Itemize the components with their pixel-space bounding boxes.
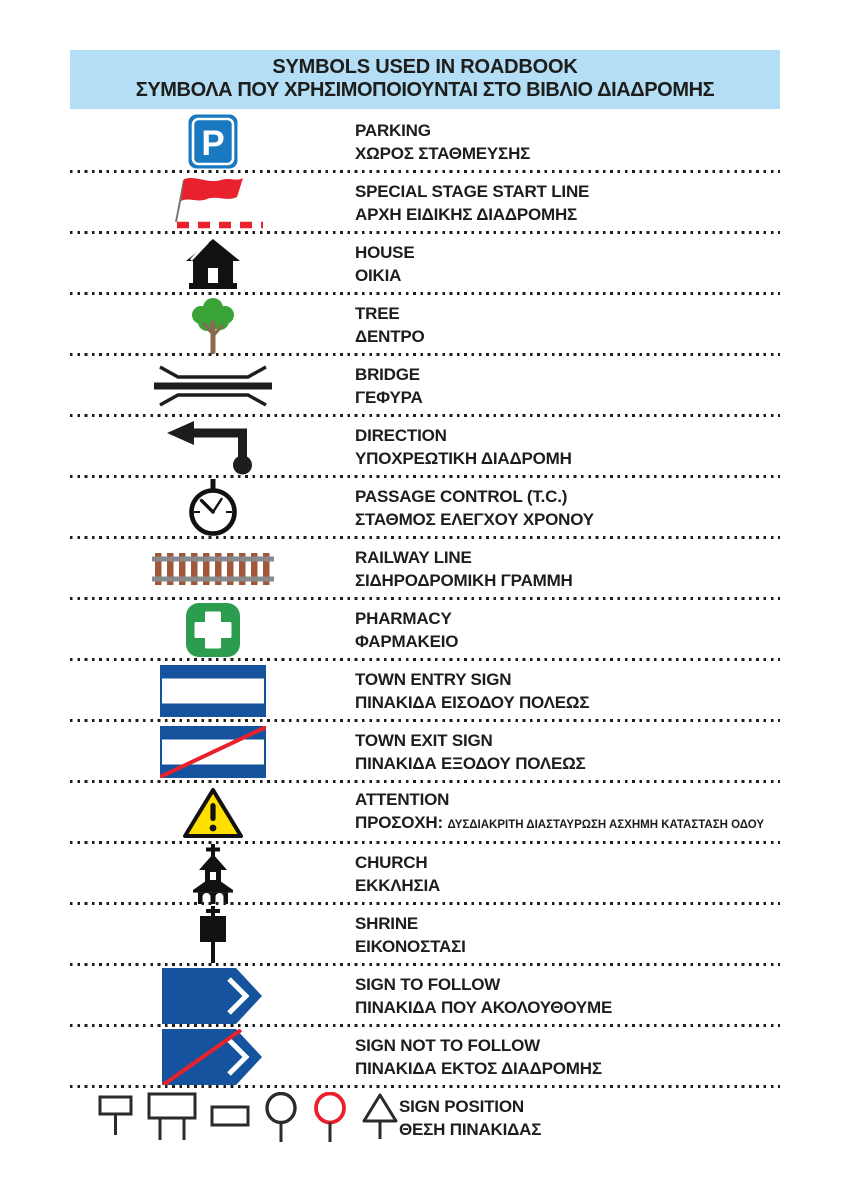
label-en: ATTENTION bbox=[355, 790, 450, 809]
icon-cell bbox=[70, 844, 355, 904]
town-exit-sign-icon bbox=[160, 726, 266, 778]
label-el: ΧΩΡΟΣ ΣΤΑΘΜΕΥΣΗΣ bbox=[355, 143, 531, 163]
legend-header bbox=[70, 50, 780, 109]
icon-cell bbox=[70, 906, 355, 964]
legend-row-sign-position bbox=[70, 1087, 780, 1148]
icon-cell bbox=[70, 114, 355, 169]
label-en: CHURCH bbox=[355, 852, 428, 872]
label-en: PHARMACY bbox=[355, 608, 452, 628]
town-entry-sign-icon bbox=[160, 665, 266, 717]
label-el: ΠΙΝΑΚΙΔΑ ΕΚΤΟΣ ΔΙΑΔΡΟΜΗΣ bbox=[355, 1058, 602, 1078]
red-round-sign-icon bbox=[312, 1092, 348, 1144]
railway-icon bbox=[152, 551, 274, 587]
legend-row-shrine bbox=[70, 904, 780, 965]
label-el: ΣΙΔΗΡΟΔΡΟΜΙΚΗ ΓΡΑΜΜΗ bbox=[355, 570, 573, 590]
legend-row-pharmacy bbox=[70, 599, 780, 660]
attention-greek-label: ΠΡΟΣΟΧΗ: bbox=[355, 813, 443, 832]
attention-greek-note: ΔΥΣΔΙΑΚΡΙΤΗ ΔΙΑΣΤΑΥΡΩΣΗ ΑΣΧΗΜΗ ΚΑΤΑΣΤΑΣΗ ΟΔΟΥ bbox=[447, 819, 765, 831]
house-icon bbox=[184, 238, 242, 290]
icon-cell bbox=[70, 726, 355, 778]
icon-cell bbox=[70, 551, 355, 587]
icon-cell bbox=[70, 479, 355, 537]
label-el: ΠΙΝΑΚΙΔΑ ΕΞΟΔΟΥ ΠΟΛΕΩΣ bbox=[355, 753, 586, 773]
label-en: SPECIAL STAGE START LINE bbox=[355, 181, 590, 201]
text-cell bbox=[355, 1034, 780, 1080]
label-en: SIGN NOT TO FOLLOW bbox=[355, 1035, 540, 1055]
icon-cell bbox=[70, 364, 355, 408]
label-en: SHRINE bbox=[355, 913, 419, 933]
tree-icon bbox=[190, 296, 236, 354]
header-title-el: ΣΥΜΒΟΛΑ ΠΟΥ ΧΡΗΣΙΜΟΠΟΙΟΥΝΤΑΙ ΣΤΟ ΒΙΒΛΙΟ ΔΙΑΔΡΟΜΗΣ bbox=[135, 79, 715, 101]
legend-row-start-line bbox=[70, 172, 780, 233]
text-cell bbox=[355, 546, 780, 592]
sign-on-two-posts-icon bbox=[147, 1092, 197, 1142]
label-en: BRIDGE bbox=[355, 364, 420, 384]
text-cell bbox=[355, 788, 780, 837]
text-cell bbox=[355, 973, 780, 1019]
label-en: PARKING bbox=[355, 120, 431, 140]
round-sign-icon bbox=[263, 1092, 299, 1144]
label-en: TOWN ENTRY SIGN bbox=[355, 669, 512, 689]
label-en: TREE bbox=[355, 303, 400, 323]
legend-row-sign-not-to-follow bbox=[70, 1026, 780, 1087]
sign-position-icons bbox=[70, 1092, 399, 1144]
label-el: ΦΑΡΜΑΚΕΙΟ bbox=[355, 631, 459, 651]
label-el: ΔΕΝΤΡΟ bbox=[355, 326, 425, 346]
legend-row-tree bbox=[70, 294, 780, 355]
legend-row-town-exit bbox=[70, 721, 780, 782]
label-en: DIRECTION bbox=[355, 425, 447, 445]
label-el: ΑΡΧΗ ΕΙΔΙΚΗΣ ΔΙΑΔΡΟΜΗΣ bbox=[355, 204, 578, 224]
icon-cell bbox=[70, 1029, 355, 1085]
icon-cell bbox=[70, 785, 355, 841]
label-el: ΠΙΝΑΚΙΔΑ ΠΟΥ ΑΚΟΛΟΥΘΟΥΜΕ bbox=[355, 997, 613, 1017]
text-cell bbox=[355, 180, 780, 226]
shrine-icon bbox=[196, 906, 230, 964]
triangle-sign-icon bbox=[361, 1092, 399, 1142]
label-el: ΓΕΦΥΡΑ bbox=[355, 387, 423, 407]
legend-row-parking bbox=[70, 111, 780, 172]
label-el: ΣΤΑΘΜΟΣ ΕΛΕΓΧΟΥ ΧΡΟΝΟΥ bbox=[355, 509, 594, 529]
icon-cell bbox=[70, 175, 355, 231]
icon-cell bbox=[70, 238, 355, 290]
icon-cell bbox=[70, 296, 355, 354]
stopwatch-icon bbox=[187, 479, 239, 537]
label-en: SIGN POSITION bbox=[399, 1096, 524, 1116]
parking-sign-icon bbox=[188, 114, 238, 169]
icon-cell bbox=[70, 603, 355, 657]
label-en: HOUSE bbox=[355, 242, 415, 262]
legend-row-passage-control bbox=[70, 477, 780, 538]
text-cell bbox=[355, 851, 780, 897]
label-en: SIGN TO FOLLOW bbox=[355, 974, 501, 994]
text-cell bbox=[355, 302, 780, 348]
legend-row-attention bbox=[70, 782, 780, 843]
icon-cell bbox=[70, 968, 355, 1024]
label-el: ΕΚΚΛΗΣΙΑ bbox=[355, 875, 441, 895]
legend-row-sign-to-follow bbox=[70, 965, 780, 1026]
sign-not-to-follow-icon bbox=[162, 1029, 264, 1085]
label-en: TOWN EXIT SIGN bbox=[355, 730, 493, 750]
bridge-icon bbox=[154, 364, 272, 408]
svg-text:P: P bbox=[200, 124, 225, 163]
warning-triangle-icon bbox=[181, 785, 245, 841]
label-el bbox=[355, 811, 780, 837]
icon-cell bbox=[70, 418, 355, 476]
text-cell bbox=[355, 729, 780, 775]
legend-row-railway bbox=[70, 538, 780, 599]
plain-sign-icon bbox=[210, 1092, 250, 1140]
label-el: ΟΙΚΙΑ bbox=[355, 265, 402, 285]
legend-row-house bbox=[70, 233, 780, 294]
text-cell bbox=[355, 607, 780, 653]
header-title-en: SYMBOLS USED IN ROADBOOK bbox=[272, 56, 578, 78]
pharmacy-cross-icon bbox=[186, 603, 240, 657]
label-en: RAILWAY LINE bbox=[355, 547, 472, 567]
label-el: ΥΠΟΧΡΕΩΤΙΚΗ ΔΙΑΔΡΟΜΗ bbox=[355, 448, 572, 468]
text-cell bbox=[355, 424, 780, 470]
icon-cell bbox=[70, 665, 355, 717]
sign-on-post-icon bbox=[98, 1092, 134, 1140]
legend-row-direction bbox=[70, 416, 780, 477]
sign-to-follow-icon bbox=[162, 968, 264, 1024]
direction-arrow-icon bbox=[167, 418, 259, 476]
legend-row-church bbox=[70, 843, 780, 904]
legend-row-town-entry bbox=[70, 660, 780, 721]
start-flag-icon bbox=[163, 175, 263, 231]
legend-row-bridge bbox=[70, 355, 780, 416]
text-cell bbox=[355, 241, 780, 287]
text-cell bbox=[355, 119, 780, 165]
text-cell bbox=[355, 912, 780, 958]
label-en: PASSAGE CONTROL (T.C.) bbox=[355, 486, 568, 506]
label-el: ΘΕΣΗ ΠΙΝΑΚΙΔΑΣ bbox=[399, 1119, 542, 1139]
church-icon bbox=[186, 844, 240, 904]
text-cell bbox=[355, 668, 780, 714]
label-el: ΕΙΚΟΝΟΣΤΑΣΙ bbox=[355, 936, 466, 956]
label-el: ΠΙΝΑΚΙΔΑ ΕΙΣΟΔΟΥ ΠΟΛΕΩΣ bbox=[355, 692, 590, 712]
text-cell bbox=[355, 363, 780, 409]
legend-rows bbox=[70, 111, 780, 1148]
text-cell bbox=[399, 1095, 780, 1141]
legend-content bbox=[70, 50, 780, 1148]
text-cell bbox=[355, 485, 780, 531]
